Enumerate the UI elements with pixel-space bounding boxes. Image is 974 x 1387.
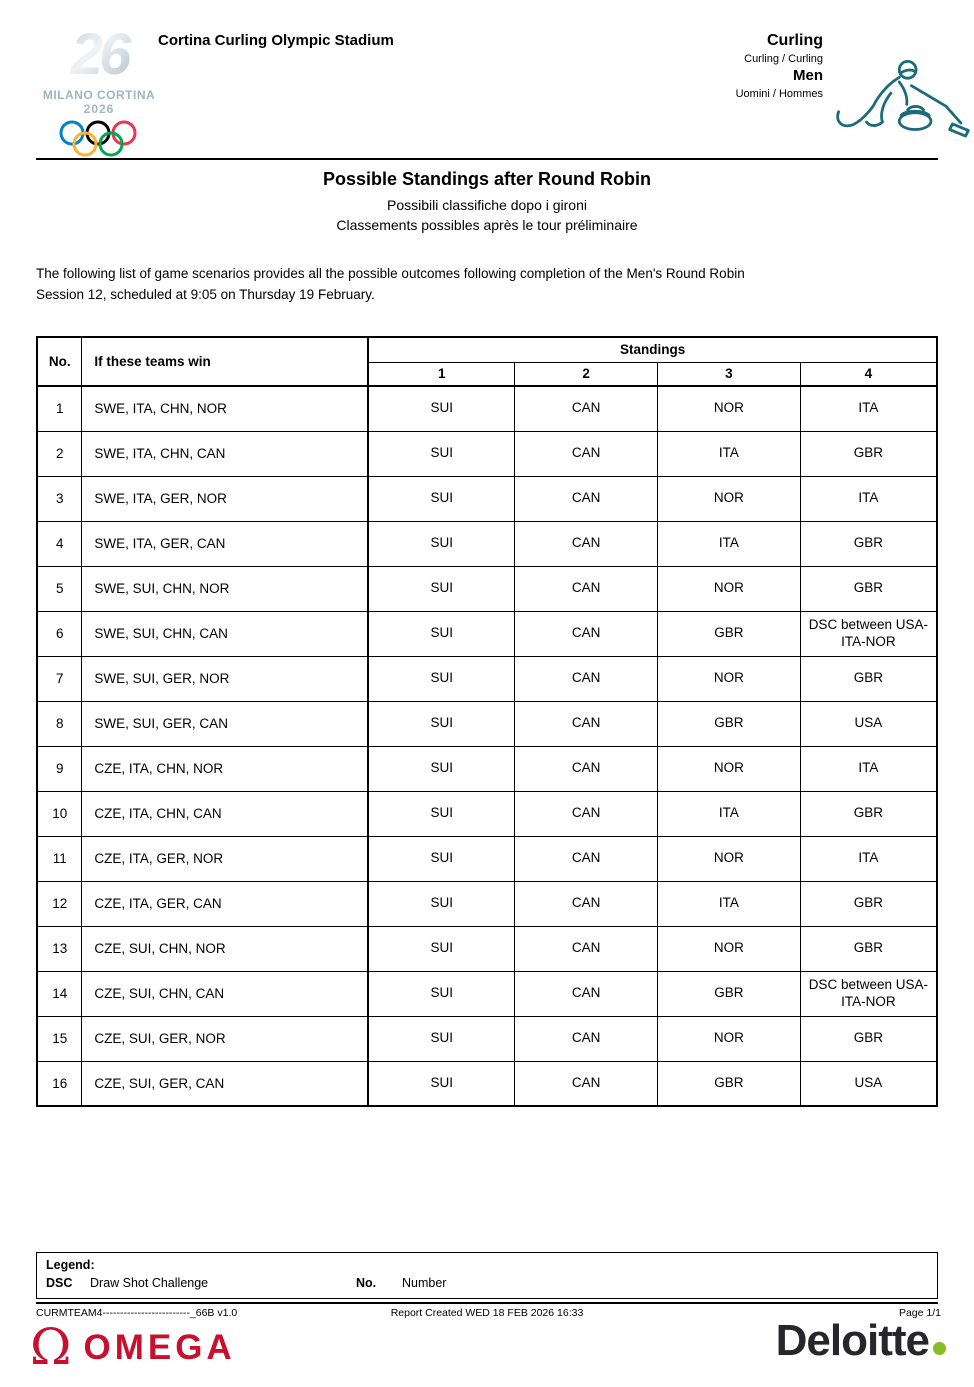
footer-divider xyxy=(36,1302,938,1304)
omega-wordmark: OMEGA xyxy=(83,1328,236,1367)
standing-1: SUI xyxy=(368,656,515,701)
scenario-number: 6 xyxy=(37,611,82,656)
scenario-number: 2 xyxy=(37,431,82,476)
olympic-rings-icon xyxy=(57,119,141,159)
col-header-rank-3: 3 xyxy=(658,362,801,386)
standing-4: USA xyxy=(800,1061,937,1106)
standing-3: ITA xyxy=(658,881,801,926)
winning-teams: CZE, SUI, GER, NOR xyxy=(82,1016,368,1061)
table-header xyxy=(37,337,937,386)
deloitte-wordmark: Deloitte xyxy=(775,1316,929,1365)
scenario-number: 7 xyxy=(37,656,82,701)
standing-4: GBR xyxy=(800,926,937,971)
standing-1: SUI xyxy=(368,386,515,431)
standing-4: GBR xyxy=(800,566,937,611)
scenario-number: 8 xyxy=(37,701,82,746)
winning-teams: SWE, ITA, CHN, NOR xyxy=(82,386,368,431)
standing-4: DSC between USA-ITA-NOR xyxy=(800,611,937,656)
standing-1: SUI xyxy=(368,971,515,1016)
scenario-number: 3 xyxy=(37,476,82,521)
document-title-block xyxy=(0,169,974,233)
standing-2: CAN xyxy=(515,656,658,701)
scenario-number: 11 xyxy=(37,836,82,881)
winning-teams: CZE, ITA, CHN, CAN xyxy=(82,791,368,836)
table-row xyxy=(37,656,937,701)
legend-box xyxy=(36,1252,938,1299)
standing-3: GBR xyxy=(658,971,801,1016)
event-info xyxy=(736,30,823,102)
col-header-rank-2: 2 xyxy=(515,362,658,386)
legend-entries xyxy=(46,1276,928,1290)
standing-2: CAN xyxy=(515,431,658,476)
document-title-italian: Possibili classifiche dopo i gironi xyxy=(387,197,587,213)
col-header-teams: If these teams win xyxy=(82,337,368,386)
possible-standings-table xyxy=(36,336,938,1107)
standing-3: NOR xyxy=(658,926,801,971)
scenario-number: 1 xyxy=(37,386,82,431)
discipline-translations: Curling / Curling xyxy=(744,52,823,65)
standing-2: CAN xyxy=(515,1061,658,1106)
standing-1: SUI xyxy=(368,611,515,656)
legend-abbr-dsc: DSC xyxy=(46,1276,73,1290)
standing-4: GBR xyxy=(800,881,937,926)
standing-2: CAN xyxy=(515,1016,658,1061)
winning-teams: SWE, ITA, GER, NOR xyxy=(82,476,368,521)
standings-table-body xyxy=(37,386,937,1106)
table-row xyxy=(37,566,937,611)
table-row xyxy=(37,476,937,521)
table-row xyxy=(37,746,937,791)
report-created-timestamp: Report Created WED 18 FEB 2026 16:33 xyxy=(390,1307,584,1319)
standing-3: ITA xyxy=(658,791,801,836)
header-divider xyxy=(36,158,938,160)
scenario-number: 15 xyxy=(37,1016,82,1061)
table-row xyxy=(37,521,937,566)
standing-4: GBR xyxy=(800,656,937,701)
gender-label: Men xyxy=(793,67,823,85)
standing-3: NOR xyxy=(658,386,801,431)
standing-1: SUI xyxy=(368,521,515,566)
standing-4: ITA xyxy=(800,746,937,791)
standing-1: SUI xyxy=(368,746,515,791)
document-code: CURMTEAM4-------------------------_66B v1.0 xyxy=(36,1307,238,1319)
discipline-label: Curling xyxy=(767,32,823,49)
standing-2: CAN xyxy=(515,926,658,971)
standing-4: DSC between USA-ITA-NOR xyxy=(800,971,937,1016)
table-row xyxy=(37,611,937,656)
standing-1: SUI xyxy=(368,926,515,971)
winning-teams: CZE, ITA, CHN, NOR xyxy=(82,746,368,791)
table-row xyxy=(37,386,937,431)
standing-2: CAN xyxy=(515,521,658,566)
standing-4: GBR xyxy=(800,1016,937,1061)
winning-teams: SWE, SUI, GER, NOR xyxy=(82,656,368,701)
scenario-number: 12 xyxy=(37,881,82,926)
winning-teams: SWE, SUI, GER, CAN xyxy=(82,701,368,746)
table-row xyxy=(37,431,937,476)
standing-2: CAN xyxy=(515,566,658,611)
scenario-number: 14 xyxy=(37,971,82,1016)
standing-2: CAN xyxy=(515,971,658,1016)
milano-cortina-year: 2026 xyxy=(83,102,115,116)
curling-athlete-icon xyxy=(833,56,973,148)
table-row xyxy=(37,1061,937,1106)
standing-3: NOR xyxy=(658,566,801,611)
legend-label-dsc: Draw Shot Challenge xyxy=(90,1276,209,1290)
standing-1: SUI xyxy=(368,476,515,521)
table-row xyxy=(37,836,937,881)
winning-teams: SWE, SUI, CHN, NOR xyxy=(82,566,368,611)
col-header-rank-4: 4 xyxy=(800,362,937,386)
standing-4: ITA xyxy=(800,386,937,431)
winning-teams: SWE, ITA, GER, CAN xyxy=(82,521,368,566)
deloitte-green-dot-icon xyxy=(933,1342,946,1355)
standing-1: SUI xyxy=(368,1016,515,1061)
winning-teams: CZE, ITA, GER, NOR xyxy=(82,836,368,881)
standing-3: NOR xyxy=(658,836,801,881)
standing-3: NOR xyxy=(658,476,801,521)
legend-label-no: Number xyxy=(402,1276,447,1290)
standing-4: ITA xyxy=(800,836,937,881)
winning-teams: CZE, ITA, GER, CAN xyxy=(82,881,368,926)
standing-2: CAN xyxy=(515,836,658,881)
table-row xyxy=(37,1016,937,1061)
table-row xyxy=(37,971,937,1016)
standing-2: CAN xyxy=(515,791,658,836)
omega-symbol-icon: Ω xyxy=(30,1318,72,1376)
table-row xyxy=(37,701,937,746)
scenario-number: 5 xyxy=(37,566,82,611)
scenario-number: 4 xyxy=(37,521,82,566)
standing-1: SUI xyxy=(368,701,515,746)
winning-teams: CZE, SUI, CHN, NOR xyxy=(82,926,368,971)
table-row xyxy=(37,791,937,836)
venue-title: Cortina Curling Olympic Stadium xyxy=(158,32,394,49)
table-row xyxy=(37,926,937,971)
winning-teams: SWE, SUI, CHN, CAN xyxy=(82,611,368,656)
milano-cortina-26-mark: 26 xyxy=(34,24,164,86)
scenario-number: 13 xyxy=(37,926,82,971)
standing-2: CAN xyxy=(515,701,658,746)
standing-1: SUI xyxy=(368,1061,515,1106)
legend-title: Legend: xyxy=(46,1258,95,1272)
standing-3: GBR xyxy=(658,701,801,746)
standing-4: GBR xyxy=(800,431,937,476)
winning-teams: CZE, SUI, CHN, CAN xyxy=(82,971,368,1016)
standing-4: ITA xyxy=(800,476,937,521)
page-number: Page 1/1 xyxy=(898,1307,941,1319)
winning-teams: CZE, SUI, GER, CAN xyxy=(82,1061,368,1106)
gender-translations: Uomini / Hommes xyxy=(735,87,823,100)
col-header-standings: Standings xyxy=(368,337,937,362)
standing-2: CAN xyxy=(515,746,658,791)
standing-2: CAN xyxy=(515,476,658,521)
winning-teams: SWE, ITA, CHN, CAN xyxy=(82,431,368,476)
standing-4: GBR xyxy=(800,521,937,566)
standing-2: CAN xyxy=(515,881,658,926)
scenario-number: 10 xyxy=(37,791,82,836)
standing-4: GBR xyxy=(800,791,937,836)
standing-1: SUI xyxy=(368,791,515,836)
scenario-number: 16 xyxy=(37,1061,82,1106)
legend-abbr-no: No. xyxy=(356,1276,377,1290)
table-row xyxy=(37,881,937,926)
standing-2: CAN xyxy=(515,611,658,656)
standing-3: NOR xyxy=(658,1016,801,1061)
milano-cortina-logo xyxy=(34,24,164,164)
standing-1: SUI xyxy=(368,881,515,926)
standing-3: ITA xyxy=(658,521,801,566)
standing-3: NOR xyxy=(658,656,801,701)
standing-3: GBR xyxy=(658,1061,801,1106)
standing-4: USA xyxy=(800,701,937,746)
standing-1: SUI xyxy=(368,431,515,476)
standing-3: ITA xyxy=(658,431,801,476)
omega-logo xyxy=(30,1318,236,1376)
standing-3: NOR xyxy=(658,746,801,791)
standing-1: SUI xyxy=(368,566,515,611)
intro-paragraph: The following list of game scenarios provides all the possible outcomes following completion of the Men's Round Robin Session 12, scheduled at 9:05 on Thursday 19 February. xyxy=(36,266,745,302)
document-title-french: Classements possibles après le tour préliminaire xyxy=(336,217,638,233)
scenario-number: 9 xyxy=(37,746,82,791)
milano-cortina-wordmark: MILANO CORTINA xyxy=(42,88,156,102)
standing-2: CAN xyxy=(515,386,658,431)
col-header-no: No. xyxy=(37,337,82,386)
standing-3: GBR xyxy=(658,611,801,656)
document-title: Possible Standings after Round Robin xyxy=(322,169,652,189)
col-header-rank-1: 1 xyxy=(368,362,515,386)
deloitte-logo xyxy=(776,1316,946,1366)
standing-1: SUI xyxy=(368,836,515,881)
